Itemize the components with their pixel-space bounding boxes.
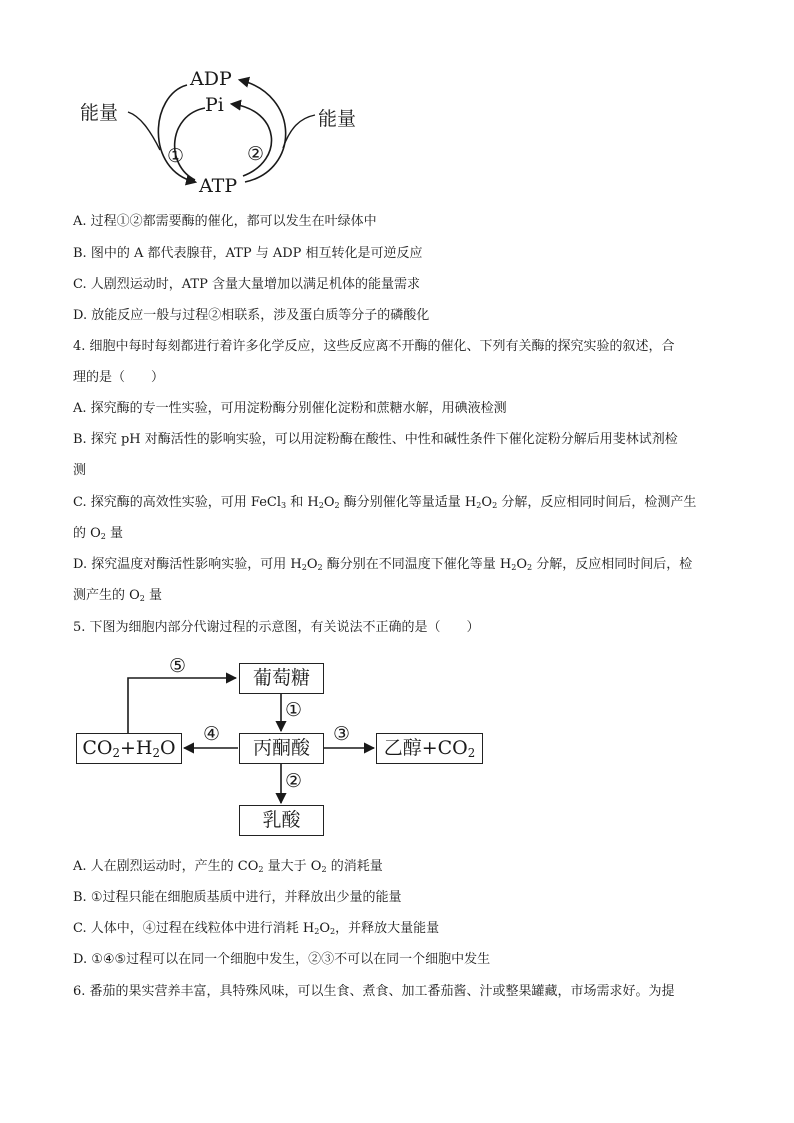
text-run: 的 O	[73, 526, 101, 541]
q5-stem: 5. 下图为细胞内部分代谢过程的示意图，有关说法不正确的是（ ）	[73, 620, 480, 635]
subscript: 2	[314, 927, 320, 936]
left-energy-label: 能量	[80, 102, 119, 124]
text-run: 的消耗量	[326, 859, 383, 874]
subscript: 2	[112, 745, 121, 760]
text-run: 乙醇+CO	[383, 737, 468, 759]
text-run: O	[481, 495, 493, 510]
text-run: CO	[82, 737, 113, 759]
text-run: 测产生的 O	[73, 588, 140, 603]
subscript: 2	[139, 594, 145, 603]
q3-option-c: C. 人剧烈运动时，ATP 含量大量增加以满足机体的能量需求	[73, 277, 420, 292]
subscript: 2	[467, 745, 476, 760]
subscript: 2	[100, 532, 106, 541]
text-run: 量	[144, 588, 163, 603]
pyruvate-box: 丙酮酸	[239, 733, 324, 764]
process-4-mark: ④	[203, 723, 221, 745]
process-1-mark: ①	[167, 145, 185, 167]
q6-stem: 6. 番茄的果实营养丰富，具特殊风味，可以生食、煮食、加工番茄酱、汁或整果罐藏，市场需求好。为提	[73, 984, 675, 999]
lactate-box: 乳酸	[239, 805, 324, 836]
ethanol-co2-box	[376, 733, 483, 764]
glucose-box: 葡萄糖	[239, 663, 324, 694]
q3-option-b: B. 图中的 A 都代表腺苷，ATP 与 ADP 相互转化是可逆反应	[73, 246, 423, 261]
text-run: C. 探究酶的高效性实验，可用 FeCl	[73, 495, 281, 510]
q3-option-a: A. 过程①②都需要酶的催化，都可以发生在叶绿体中	[73, 214, 377, 229]
text-run: 分解，反应相同时间后，检测产生	[497, 495, 697, 510]
q5-option-c	[73, 920, 439, 938]
text-run: O	[516, 557, 528, 572]
process-5-mark: ⑤	[169, 655, 187, 677]
q3-option-d: D. 放能反应一般与过程②相联系，涉及蛋白质等分子的磷酸化	[73, 308, 430, 323]
process-2-mark: ②	[285, 770, 303, 792]
right-energy-label: 能量	[318, 108, 357, 130]
subscript: 2	[301, 563, 307, 572]
text-run: +H	[120, 737, 153, 759]
q5-option-a	[73, 858, 383, 876]
text-run: D. 探究温度对酶活性影响实验，可用 H	[73, 557, 302, 572]
q5-option-b: B. ①过程只能在细胞质基质中进行，并释放出少量的能量	[73, 890, 402, 905]
subscript: 2	[317, 563, 323, 572]
text-run: ，并释放大量能量	[335, 921, 440, 936]
text-run: O	[306, 557, 318, 572]
process-3-mark: ③	[333, 723, 351, 745]
process-2-mark: ②	[247, 143, 265, 165]
text-run: 分解，反应相同时间后，检	[532, 557, 693, 572]
q4-stem-line1: 4. 细胞中每时每刻都进行着许多化学反应，这些反应离不开酶的催化、下列有关酶的探究实验的叙述，合	[73, 339, 675, 354]
subscript: 2	[318, 501, 324, 510]
pi-label: Pi	[205, 94, 224, 116]
text-run: 酶分别在不同温度下催化等量 H	[322, 557, 512, 572]
text-run: 酶分别催化等量适量 H	[339, 495, 477, 510]
subscript: 2	[330, 927, 336, 936]
subscript: 2	[152, 745, 161, 760]
subscript: 2	[527, 563, 533, 572]
text-run: O	[323, 495, 335, 510]
subscript: 2	[258, 865, 264, 874]
text-run: 量大于 O	[263, 859, 322, 874]
q5-option-d: D. ①④⑤过程可以在同一个细胞中发生，②③不可以在同一个细胞中发生	[73, 952, 491, 967]
text-run: A. 人在剧烈运动时，产生的 CO	[73, 859, 259, 874]
subscript: 2	[511, 563, 517, 572]
q4-option-a: A. 探究酶的专一性实验，可用淀粉酶分别催化淀粉和蔗糖水解，用碘液检测	[73, 401, 507, 416]
subscript: 2	[476, 501, 482, 510]
adp-label: ADP	[190, 68, 232, 90]
q4-option-b-line2: 测	[73, 463, 87, 478]
text-run: O	[160, 737, 176, 759]
subscript: 3	[281, 501, 287, 510]
q4-stem-line2: 理的是（ ）	[73, 370, 165, 385]
subscript: 2	[321, 865, 327, 874]
text-run: O	[319, 921, 331, 936]
atp-label: ATP	[199, 175, 238, 197]
co2-h2o-box	[76, 733, 182, 764]
q4-option-b-line1: B. 探究 pH 对酶活性的影响实验，可以用淀粉酶在酸性、中性和碱性条件下催化淀粉分解后用斐林试剂检	[73, 432, 678, 447]
subscript: 2	[334, 501, 340, 510]
text-run: C. 人体中，④过程在线粒体中进行消耗 H	[73, 921, 315, 936]
text-run: 量	[105, 526, 124, 541]
subscript: 2	[492, 501, 498, 510]
process-1-mark: ①	[285, 699, 303, 721]
text-run: 和 H	[286, 495, 319, 510]
